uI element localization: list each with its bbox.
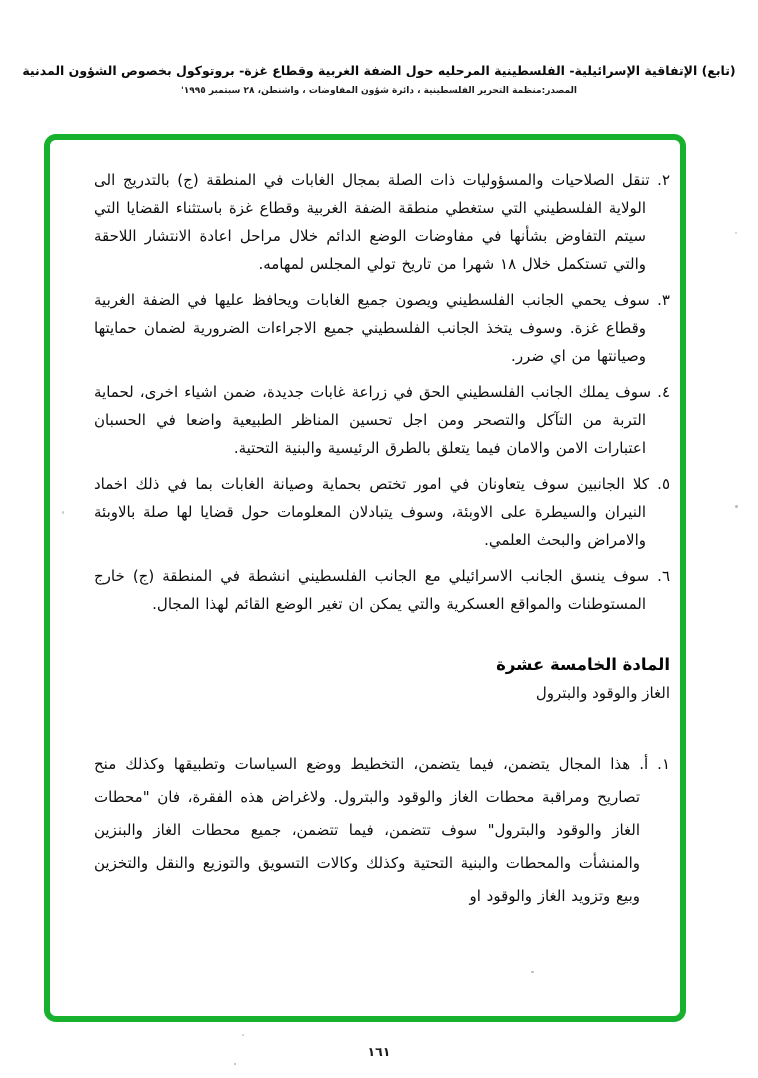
scan-speck [234, 1063, 236, 1065]
item-number: ٤. [657, 383, 670, 401]
scan-speck [531, 971, 534, 973]
page-header [20, 60, 738, 96]
content-border-box [44, 134, 686, 1022]
document-source-line: المصدر:منظمة التحرير الفلسطينية ، دائرة شؤون المفاوضات ، واشنطن، ٢٨ سبتمبر ١٩٩٥' [181, 86, 577, 96]
item-text: سوف يملك الجانب الفلسطيني الحق في زراعة غابات جديدة، ضمن اشياء اخرى، لحماية التربة من التآكل والتصحر ومن اجل تحسين المناظر الطبيعية واضعا في الحسبان اعتبارات الامن والامان فيما يتعلق بالطرق الرئيسية والبنية التحتية. [94, 383, 652, 457]
item-number: ٥. [657, 475, 670, 493]
item-number: ٢. [657, 171, 670, 189]
item-text: سوف ينسق الجانب الاسرائيلي مع الجانب الفلسطيني انشطة في المنطقة (ج) خارج المستوطنات والمواقع العسكرية والتي يمكن ان تغير الوضع القائم لهذا المجال. [94, 567, 650, 613]
item-text: كلا الجانبين سوف يتعاونان في امور تختص بحماية وصيانة الغابات بما في ذلك اخماد النيران والسيطرة على الاوبئة، وسوف يتبادلان المعلومات حول قضايا لها صلة بالاوبئة والامراض والبحث العلمي. [94, 475, 649, 549]
scan-speck [735, 505, 738, 508]
scan-speck [242, 1034, 244, 1036]
list-item-2 [94, 166, 670, 278]
scan-speck [735, 232, 737, 234]
list-item-6 [94, 562, 670, 618]
item-number: ٦. [657, 567, 670, 585]
scan-speck [62, 511, 64, 514]
list-item-5 [94, 470, 670, 554]
list-item-3 [94, 286, 670, 370]
item-number: ١. أ. [639, 755, 670, 773]
document-body [50, 140, 680, 913]
item-text: هذا المجال يتضمن، فيما يتضمن، التخطيط ووضع السياسات وتطبيقها وكذلك منح تصاريح ومراقبة محطات الغاز والوقود والبترول. ولاغراض هذه الفقرة، فان "محطات الغاز والوقود والبترول" سوف تتضمن، فيما تتضمن، جميع محطات الغاز والبنزين والمنشأت والمحطات والبنية التحتية وكذلك وكالات التسويق والتوزيع والنقل والتخزين وبيع وتزويد الغاز والوقود او [94, 755, 640, 905]
article-heading: المادة الخامسة عشرة [496, 655, 670, 674]
item-number: ٣. [657, 291, 670, 309]
page-number: ١٦١ [367, 1044, 391, 1059]
document-title: (تابع) الإتفاقية الإسرائيلية- الفلسطينية المرحليه حول الضفة الغربية وقطاع غزة- بروتوكول بخصوص الشؤون المدنية [22, 63, 736, 78]
article-subheading: الغاز والوقود والبترول [535, 684, 670, 702]
item-text: تنقل الصلاحيات والمسؤوليات ذات الصلة بمجال الغابات في المنطقة (ج) بالتدريج الى الولاية الفلسطيني التي ستغطي منطقة الضفة الغربية وقطاع غزة باستثناء القضايا التي سيتم التفاوض بشأنها في مفاوضات الوضع الدائم خلال مراحل اعادة الانتشار اللاحقة والتي تستكمل خلال ١٨ شهرا من تاريخ تولي المجلس لمهامه. [94, 171, 650, 273]
item-text: سوف يحمي الجانب الفلسطيني ويصون جميع الغابات ويحافظ عليها في الضفة الغربية وقطاع غزة. وسوف يتخذ الجانب الفلسطيني جميع الاجراءات الضرورية لضمان حمايتها وصيانتها من اي ضرر. [94, 291, 650, 365]
list-item-4 [94, 378, 670, 462]
article-item-1a [94, 748, 670, 913]
